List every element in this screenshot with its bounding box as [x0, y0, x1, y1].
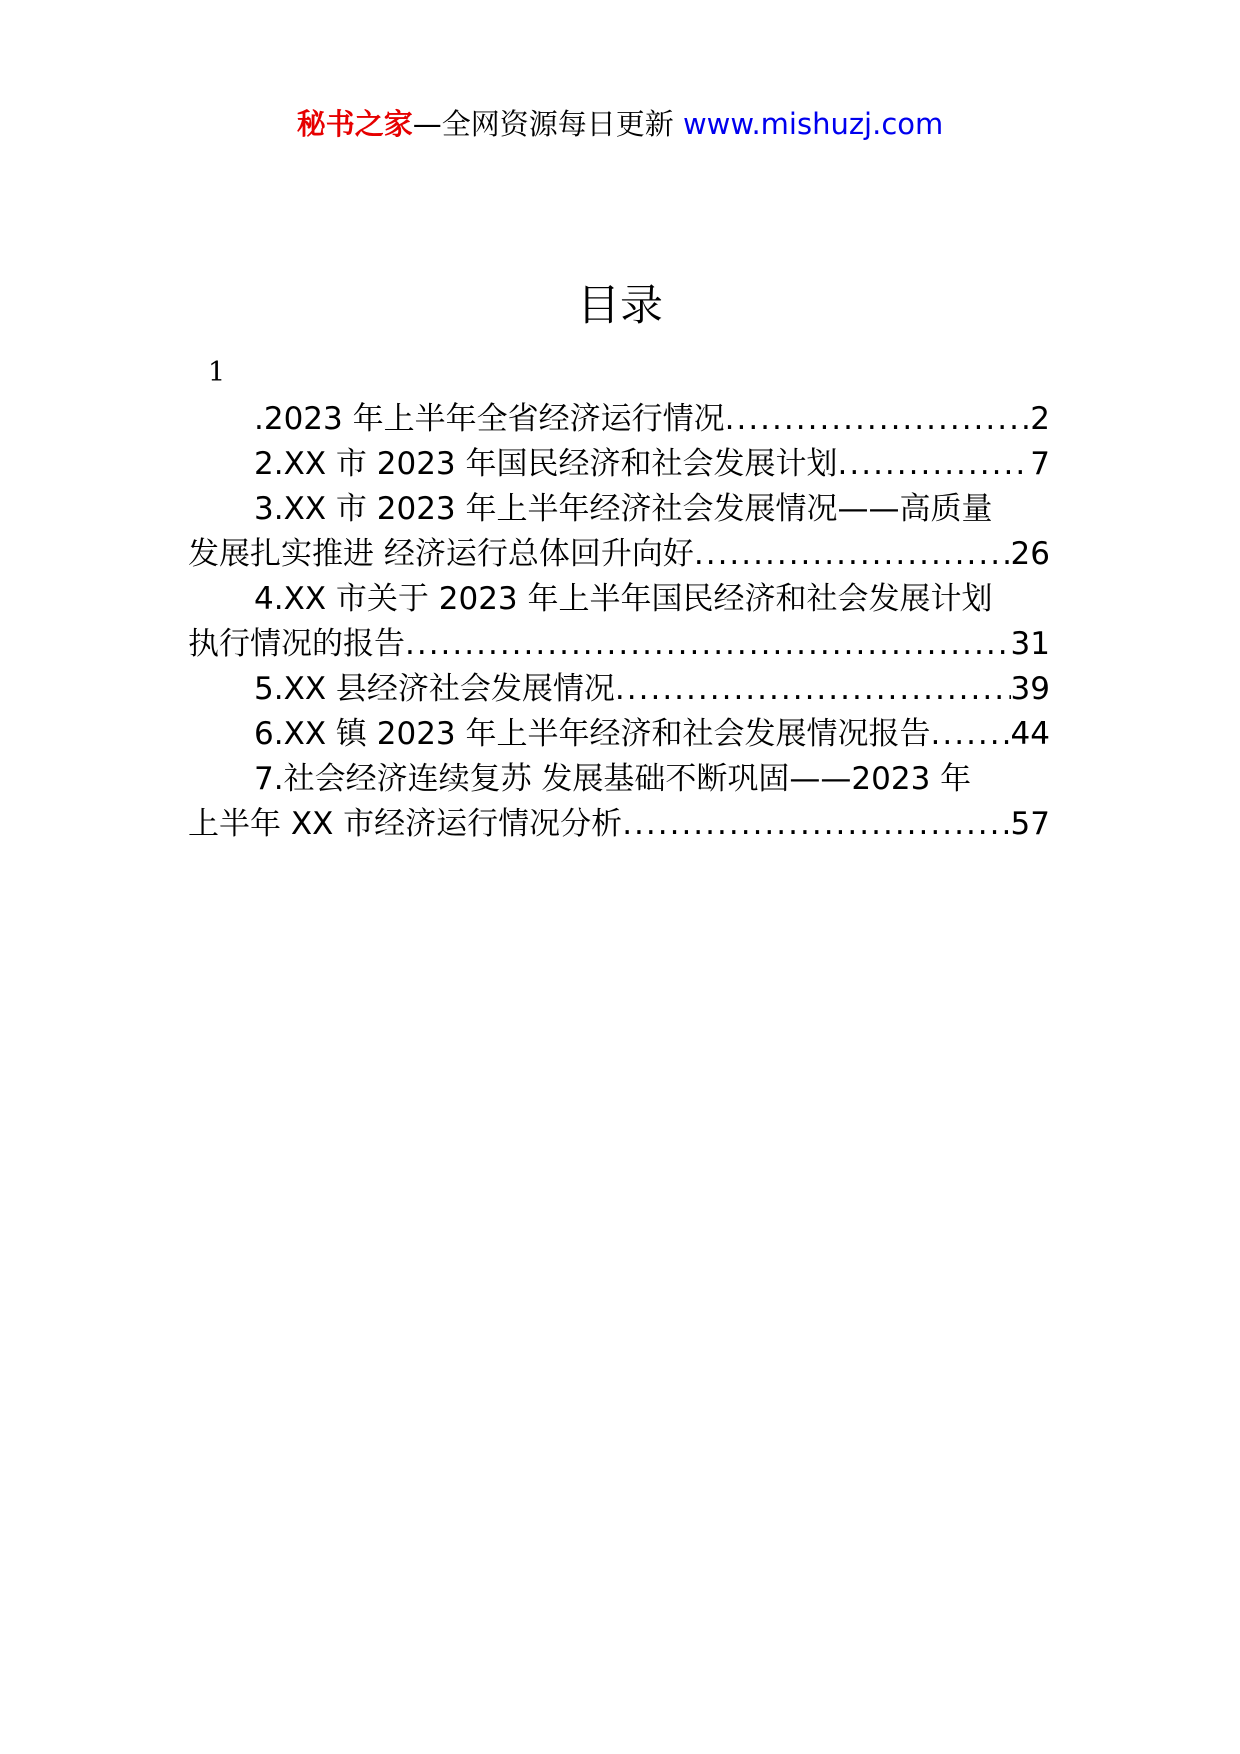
toc-page-number: 57 — [1010, 806, 1050, 842]
toc-entry-2[interactable] — [188, 442, 1050, 487]
site-header — [0, 104, 1240, 144]
toc-leader-dots — [405, 622, 1011, 667]
toc-list-marker: 1 — [208, 357, 226, 388]
toc-page-number: 44 — [1010, 716, 1050, 752]
toc-page-number: 2 — [1030, 401, 1050, 437]
toc-page-number: 7 — [1030, 446, 1050, 482]
toc-entry-text: 上半年 XX 市经济运行情况分析 — [188, 806, 623, 842]
toc-entry-6[interactable] — [188, 712, 1050, 757]
toc-page-number: 31 — [1010, 626, 1050, 662]
toc-entry-4[interactable] — [188, 577, 1050, 667]
toc-entry-text: 5.XX 县经济社会发展情况 — [254, 671, 615, 707]
toc-entry-text: 发展扎实推进 经济运行总体回升向好 — [188, 536, 694, 572]
toc-entry-text-line: 7.社会经济连续复苏 发展基础不断巩固——2023 年 — [254, 761, 972, 797]
toc-leader-dots — [622, 802, 1010, 847]
toc-leader-dots — [615, 667, 1011, 712]
table-of-contents — [188, 397, 1050, 847]
toc-page-number: 26 — [1010, 536, 1050, 572]
toc-leader-dots — [838, 442, 1031, 487]
brand-name: 秘书之家 — [296, 107, 413, 141]
toc-entry-text: .2023 年上半年全省经济运行情况 — [254, 401, 725, 437]
toc-entry-5[interactable] — [188, 667, 1050, 712]
toc-entry-text-line: 3.XX 市 2023 年上半年经济社会发展情况——高质量 — [254, 491, 993, 527]
toc-entry-7[interactable] — [188, 757, 1050, 847]
toc-entry-text: 6.XX 镇 2023 年上半年经济和社会发展情况报告 — [254, 716, 931, 752]
toc-entry-text: 执行情况的报告 — [188, 626, 405, 662]
toc-leader-dots — [694, 532, 1011, 577]
toc-leader-dots — [725, 397, 1031, 442]
header-tagline: —全网资源每日更新 — [412, 107, 683, 141]
toc-entry-text-line: 4.XX 市关于 2023 年上半年国民经济和社会发展计划 — [254, 581, 993, 617]
toc-entry-3[interactable] — [188, 487, 1050, 577]
toc-leader-dots — [931, 712, 1011, 757]
toc-title: 目录 — [577, 281, 663, 331]
toc-entry-text: 2.XX 市 2023 年国民经济和社会发展计划 — [254, 446, 838, 482]
toc-entry-1[interactable] — [188, 397, 1050, 442]
site-url-link[interactable]: www.mishuzj.com — [682, 107, 944, 141]
toc-page-number: 39 — [1010, 671, 1050, 707]
